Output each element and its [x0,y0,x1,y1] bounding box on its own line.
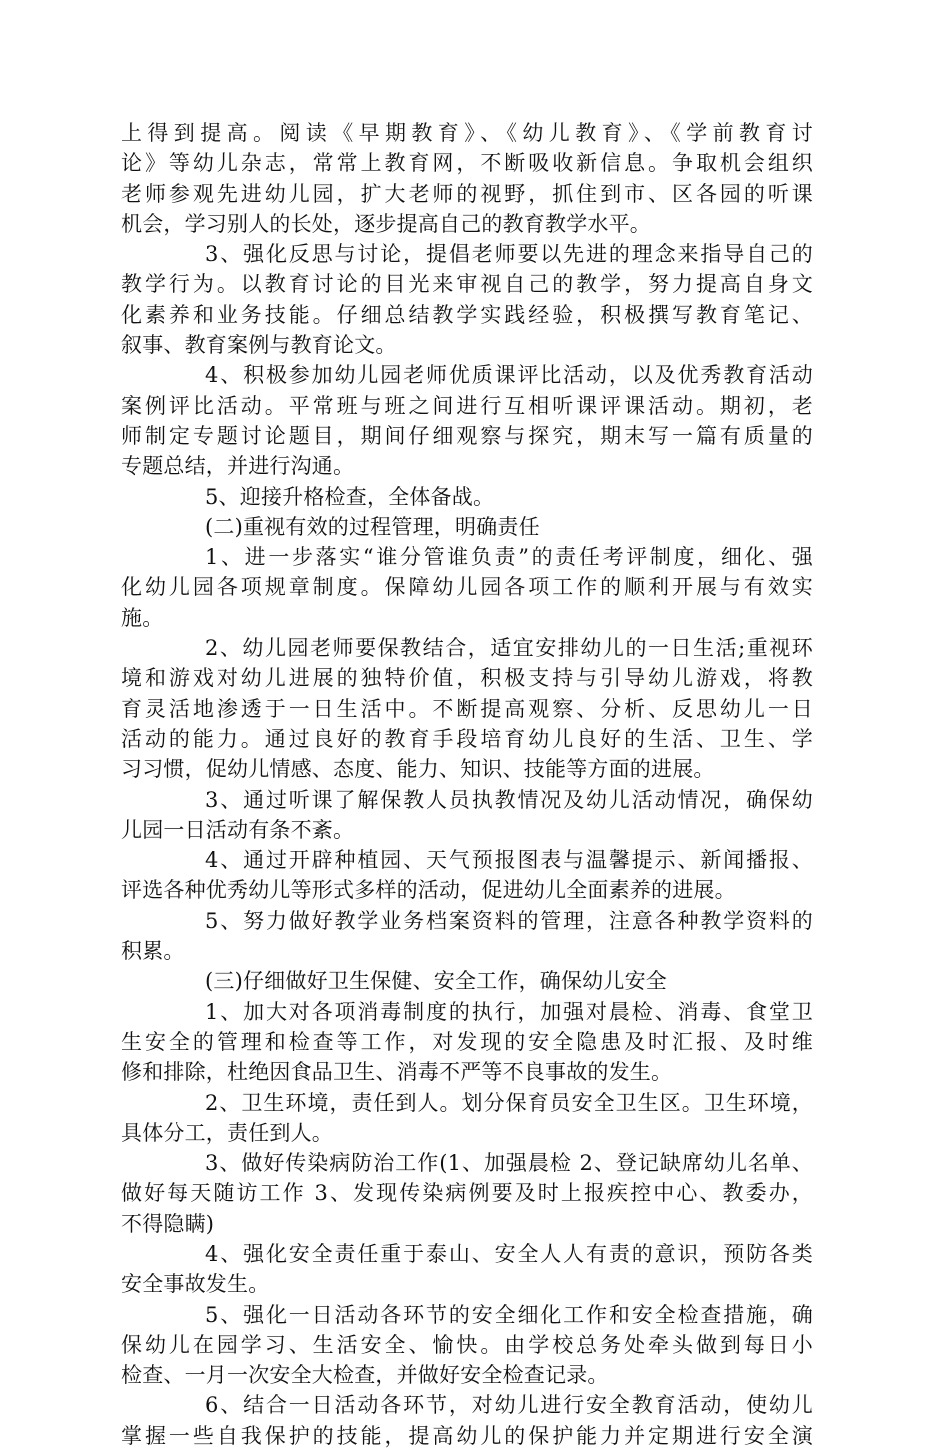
text-line: 儿园一日活动有条不紊。 [121,817,355,842]
text-line: 老师参观先进幼儿园，扩大老师的视野，抓住到市、区各园的听课 [121,181,813,206]
text-line: 2、幼儿园老师要保教结合，适宜安排幼儿的一日生活;重视环 [205,636,813,661]
text-line: 评选各种优秀幼儿等形式多样的活动，促进幼儿全面素养的进展。 [121,878,736,903]
text-line: 5、迎接升格检查，全体备战。 [205,484,495,509]
text-line: 施。 [121,605,164,630]
text-line: 3、通过听课了解保教人员执教情况及幼儿活动情况，确保幼 [205,787,813,812]
text-line: (二)重视有效的过程管理，明确责任 [205,514,540,539]
text-line: 2、卫生环境，责任到人。划分保育员安全卫生区。卫生环境， [205,1090,813,1115]
text-line: 叙事、教育案例与教育论文。 [121,333,397,358]
text-line: 检查、一月一次安全大检查，并做好安全检查记录。 [121,1363,609,1388]
text-line: 具体分工，责任到人。 [121,1120,333,1145]
text-line: 安全事故发生。 [121,1272,270,1297]
text-line: 5、努力做好教学业务档案资料的管理，注意各种教学资料的 [205,908,813,933]
text-line: 1、进一步落实“谁分管谁负责”的责任考评制度，细化、强 [205,545,813,570]
text-line: 专题总结，并进行沟通。 [121,454,355,479]
text-line: 4、积极参加幼儿园老师优质课评比活动，以及优秀教育活动 [205,363,813,388]
text-line: 案例评比活动。平常班与班之间进行互相听课评课活动。期初，老 [121,393,813,418]
text-line: 6、结合一日活动各环节，对幼儿进行安全教育活动，使幼儿 [205,1393,813,1418]
text-line: 论》等幼儿杂志，常常上教育网，不断吸收新信息。争取机会组织 [121,151,813,176]
text-line: 掌握一些自我保护的技能，提高幼儿的保护能力并定期进行安全演 [121,1423,813,1448]
text-line: 活动的能力。通过良好的教育手段培育幼儿良好的生活、卫生、学 [121,726,813,751]
text-line: 3、做好传染病防治工作(1、加强晨检 2、登记缺席幼儿名单、 [205,1151,813,1176]
text-line: 修和排除，杜绝因食品卫生、消毒不严等不良事故的发生。 [121,1060,673,1085]
text-line: 不得隐瞒) [121,1211,215,1236]
text-line: 教学行为。以教育讨论的目光来审视自己的教学，努力提高自身文 [121,272,813,297]
text-line: 保幼儿在园学习、生活安全、愉快。由学校总务处牵头做到每日小 [121,1332,813,1357]
text-line: (三)仔细做好卫生保健、安全工作，确保幼儿安全 [205,969,667,994]
text-line: 化素养和业务技能。仔细总结教学实践经验，积极撰写教育笔记、 [121,302,813,327]
text-line: 机会，学习别人的长处，逐步提高自己的教育教学水平。 [121,211,651,236]
text-line: 积累。 [121,939,185,964]
text-line: 5、强化一日活动各环节的安全细化工作和安全检查措施，确 [205,1302,813,1327]
document-body [121,118,813,1451]
text-line: 4、通过开辟种植园、天气预报图表与温馨提示、新闻播报、 [205,848,813,873]
text-line: 4、强化安全责任重于泰山、安全人人有责的意识，预防各类 [205,1241,813,1266]
text-line: 3、强化反思与讨论，提倡老师要以先进的理念来指导自己的 [205,242,813,267]
text-line: 育灵活地渗透于一日生活中。不断提高观察、分析、反思幼儿一日 [121,696,813,721]
text-line: 习习惯，促幼儿情感、态度、能力、知识、技能等方面的进展。 [121,757,715,782]
text-line: 做好每天随访工作 3、发现传染病例要及时上报疾控中心、教委办， [121,1181,813,1206]
text-line: 化幼儿园各项规章制度。保障幼儿园各项工作的顺利开展与有效实 [121,575,813,600]
text-line: 上得到提高。阅读《早期教育》、《幼儿教育》、《学前教育讨 [121,121,813,145]
text-line: 师制定专题讨论题目，期间仔细观察与探究，期末写一篇有质量的 [121,423,813,448]
text-line: 1、加大对各项消毒制度的执行，加强对晨检、消毒、食堂卫 [205,999,813,1024]
text-line: 生安全的管理和检查等工作，对发现的安全隐患及时汇报、及时维 [121,1029,813,1054]
text-line: 境和游戏对幼儿进展的独特价值，积极支持与引导幼儿游戏，将教 [121,666,813,691]
